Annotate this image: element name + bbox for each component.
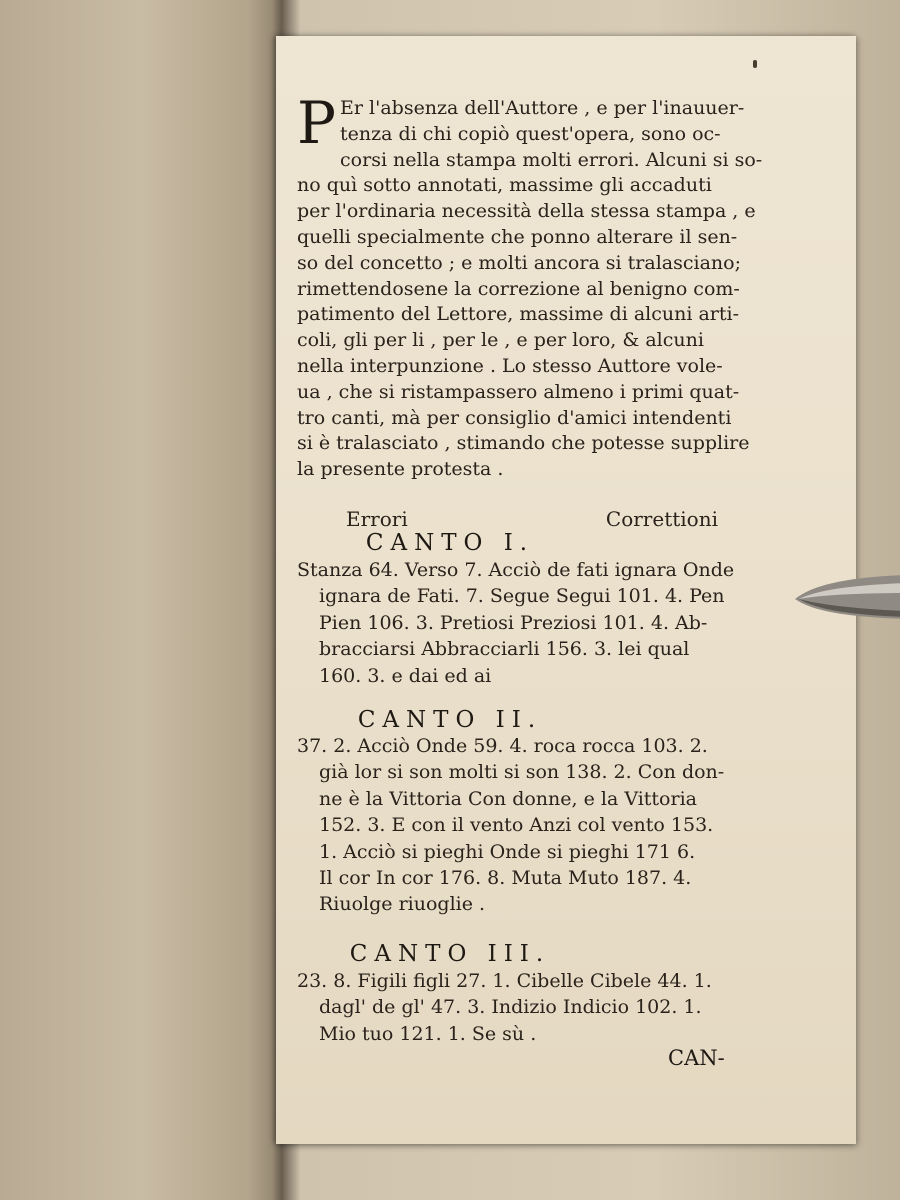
canto-heading: CANTO I. <box>365 530 535 556</box>
intro-line: la presente protesta . <box>297 458 504 481</box>
intro-line: Er l'absenza dell'Auttore , e per l'inauuer- <box>340 97 745 119</box>
canto-errata <box>297 557 767 689</box>
errata-line: 37. 2. Acciò Onde 59. 4. roca rocca 103. 2. <box>297 735 708 757</box>
errata-line: dagl' de gl' 47. 3. Indizio Indicio 102. 1. <box>319 996 702 1019</box>
errata-line: 1. Acciò si pieghi Onde si pieghi 171 6. <box>319 840 696 863</box>
canto-errata <box>297 733 767 918</box>
intro-line: rimettendosene la correzione al benigno com- <box>297 277 740 300</box>
intro-line: quelli specialmente che ponno alterare il sen- <box>297 225 738 248</box>
errata-line: già lor si son molti si son 138. 2. Con don- <box>319 761 725 784</box>
errata-line: 23. 8. Figili figli 27. 1. Cibelle Cibele 44. 1. <box>297 970 712 992</box>
intro-line: corsi nella stampa molti errori. Alcuni si so- <box>340 148 763 171</box>
errata-line: ignara de Fati. 7. Segue Segui 101. 4. Pen <box>319 585 725 608</box>
catchword: CAN- <box>668 1046 725 1070</box>
intro-line: per l'ordinaria necessità della stessa stampa , e <box>297 200 756 223</box>
intro-line: si è tralasciato , stimando che potesse supplire <box>297 432 750 455</box>
intro-line: nella interpunzione . Lo stesso Auttore vole- <box>297 354 723 377</box>
metal-page-clip <box>795 573 900 621</box>
page-mark <box>753 60 757 68</box>
drop-capital: P <box>297 89 337 157</box>
canto-errata <box>297 968 767 1047</box>
intro-line: patimento del Lettore, massime di alcuni arti- <box>297 303 739 326</box>
errata-line: 160. 3. e dai ed ai <box>319 664 492 687</box>
intro-line: so del concetto ; e molti ancora si tralasciano; <box>297 251 741 274</box>
intro-line: no quì sotto annotati, massime gli accaduti <box>297 174 712 197</box>
canto-heading: CANTO III. <box>349 941 551 967</box>
intro-line: coli, gli per li , per le , e per loro, & alcuni <box>297 329 704 352</box>
errata-line: ne è la Vittoria Con donne, e la Vittoria <box>319 787 697 810</box>
intro-line: tro canti, mà per consiglio d'amici intendenti <box>297 406 732 429</box>
errata-line: bracciarsi Abbracciarli 156. 3. lei qual <box>319 638 690 661</box>
left-blank-leaf <box>0 0 282 1200</box>
errata-line: 152. 3. E con il vento Anzi col vento 153. <box>319 814 714 837</box>
errors-heading: Errori <box>346 507 408 531</box>
errata-line: Stanza 64. Verso 7. Acciò de fati ignara Onde <box>297 559 735 581</box>
errata-line: Mio tuo 121. 1. Se sù . <box>319 1022 537 1045</box>
intro-line: tenza di chi copiò quest'opera, sono oc- <box>340 122 721 145</box>
intro-line: ua , che si ristampassero almeno i primi quat- <box>297 380 740 403</box>
errata-line: Riuolge riuoglie . <box>319 893 486 916</box>
intro-paragraph <box>297 89 773 483</box>
errata-line: Pien 106. 3. Pretiosi Preziosi 101. 4. Ab- <box>319 611 708 634</box>
errata-line: Il cor In cor 176. 8. Muta Muto 187. 4. <box>319 867 692 890</box>
canto-heading: CANTO II. <box>357 707 543 733</box>
corrections-heading: Correttioni <box>605 507 718 531</box>
